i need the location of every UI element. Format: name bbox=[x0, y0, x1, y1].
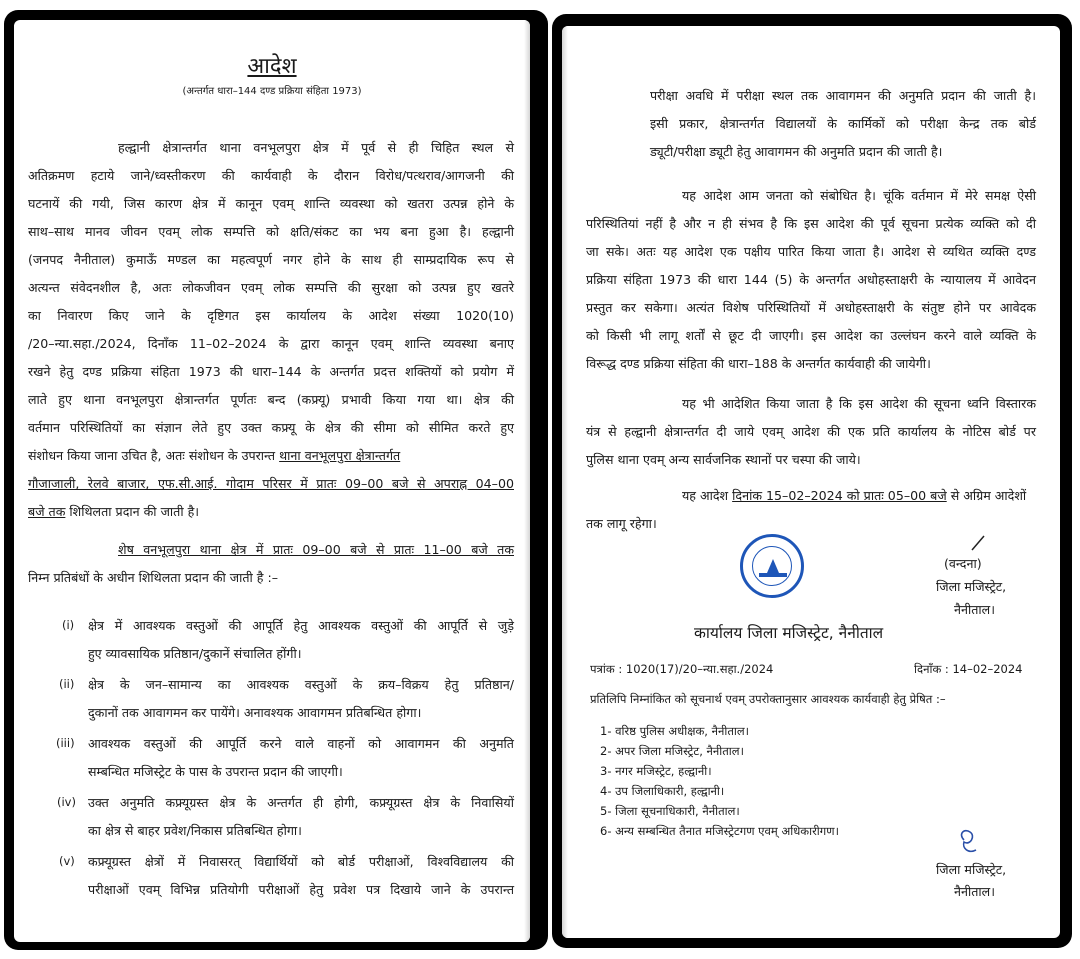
effective-date-underlined: दिनांक 15–02–2024 को प्रातः 05–00 बजे bbox=[732, 488, 947, 503]
copy-list-item: 3- नगर मजिस्ट्रेट, हल्द्वानी। bbox=[600, 764, 712, 778]
item-line: सम्बन्धित मजिस्ट्रेट के पास के उपरान्त प्रदान की जाएगी। bbox=[88, 764, 343, 779]
page-fold-shadow bbox=[524, 20, 530, 942]
signatory-place: नैनीताल। bbox=[954, 602, 995, 617]
para1-text: शिथिलता प्रदान की जाती है। bbox=[69, 504, 200, 519]
footer-signatory-title: जिला मजिस्ट्रेट, bbox=[936, 862, 1007, 877]
page-fold-shadow bbox=[562, 26, 568, 938]
item-line: का क्षेत्र से बाहर प्रवेश/निकास प्रतिबन्धित होगा। bbox=[88, 823, 302, 838]
seal-emblem bbox=[767, 559, 779, 573]
item-number: (v) bbox=[59, 854, 75, 868]
para1-text: संशोधन किया जाना उचित है, अतः संशोधन के उपरान्त bbox=[28, 448, 276, 463]
para1-line bbox=[28, 448, 400, 463]
para-b-line: परिस्थितियां नहीं है और न ही संभव है कि इस आदेश की पूर्व सूचना प्रत्येक व्यक्ति को दी bbox=[586, 216, 1036, 231]
para2-line: निम्न प्रतिबंधों के अधीन शिथिलता प्रदान की जाती है :– bbox=[28, 570, 279, 585]
para-a-line: परीक्षा अवधि में परीक्षा स्थल तक आवागमन की अनुमति प्रदान की जाती है। bbox=[650, 88, 1036, 103]
para-a-line: इसी प्रकार, क्षेत्रान्तर्गत विद्यालयों के कार्मिकों को परीक्षा केन्द्र तक बोर्ड bbox=[650, 116, 1036, 131]
para1-line: /20–न्या.सहा./2024, दिनाँक 11–02–2024 के द्वारा कानून एवम् शान्ति व्यवस्था बनाए bbox=[28, 336, 514, 351]
para-b-line: प्रक्रिया संहिता 1973 की धारा 144 (5) के अन्तर्गत अधोहस्ताक्षरी के न्यायालय में आवेदन bbox=[586, 272, 1036, 287]
right-page-frame bbox=[552, 14, 1072, 948]
relaxed-time-underlined: बजे तक bbox=[28, 504, 66, 519]
para1-line: अत्यन्त संवेदनशील है, अतः लोकजीवन एवम् लोक सम्पत्ति की सुरक्षा को उत्पन्न हुए खतरे bbox=[28, 280, 514, 295]
para1-line: हल्द्वानी क्षेत्रान्तर्गत थाना वनभूलपुरा क्षेत्र में पूर्व से ही चिहित स्थल से bbox=[118, 140, 514, 155]
para-b-line: जा सके। अतः यह आदेश एक पक्षीय पारित किया जाता है। आदेश से व्यथित व्यक्ति दण्ड bbox=[586, 244, 1036, 259]
para-b-line: विरूद्ध दण्ड प्रक्रिया संहिता की धारा–188 के अन्तर्गत कार्यवाही की जायेगी। bbox=[586, 356, 931, 371]
para-d-line: तक लागू रहेगा। bbox=[586, 516, 657, 531]
right-document-page bbox=[562, 26, 1060, 938]
para-a-line: ड्यूटी/परीक्षा ड्यूटी हेतु आवागमन की अनुमति प्रदान की जाती है। bbox=[650, 144, 943, 159]
item-line: उक्त अनुमति कफ्र्यूग्रस्त क्षेत्र के अन्तर्गत ही होगी, कफ्र्यूग्रस्त क्षेत्र के निवासियों bbox=[88, 795, 514, 810]
para-d-line bbox=[682, 488, 1026, 503]
item-number: (iii) bbox=[56, 736, 75, 750]
signature-mark bbox=[968, 534, 988, 552]
item-line: कफ्र्यूग्रस्त क्षेत्रों में निवासरत् विद्यार्थियों को बोर्ड परीक्षाओं, विश्वविद्यालय की bbox=[88, 854, 514, 869]
letter-date: दिनाँक : 14–02–2024 bbox=[914, 662, 1023, 676]
relaxed-area-underlined: थाना वनभूलपुरा क्षेत्रान्तर्गत bbox=[279, 448, 401, 463]
para-c-line: पुलिस थाना एवम् अन्य सार्वजनिक स्थानों पर चस्पा की जाये। bbox=[586, 452, 861, 467]
seal-emblem-base bbox=[759, 573, 787, 577]
item-line: हुए व्यावसायिक प्रतिष्ठान/दुकानें संचालित होंगी। bbox=[88, 646, 302, 661]
letter-number: पत्रांक : 1020(17)/20–न्या.सहा./2024 bbox=[590, 662, 774, 676]
office-heading: कार्यालय जिला मजिस्ट्रेट, नैनीताल bbox=[694, 624, 884, 642]
copy-list-item: 5- जिला सूचनाधिकारी, नैनीताल। bbox=[600, 804, 740, 818]
left-document-page bbox=[14, 20, 530, 942]
para2-underlined: शेष वनभूलपुरा थाना क्षेत्र में प्रातः 09–00 बजे से प्रातः 11–00 बजे तक bbox=[118, 542, 514, 557]
left-page-frame bbox=[4, 10, 548, 950]
para-c-line: यह भी आदेशित किया जाता है कि इस आदेश की सूचना ध्वनि विस्तारक bbox=[682, 396, 1036, 411]
para1-line: वर्तमान परिस्थितियों का संज्ञान लेते हुए उक्त कफ्र्यू के क्षेत्र की सीमा को सीमित करते हुए bbox=[28, 420, 514, 435]
signature-mark bbox=[952, 826, 986, 858]
item-line: दुकानों तक आवागमन कर पायेंगे। अनावश्यक आवागमन प्रतिबन्धित होगा। bbox=[88, 705, 422, 720]
para1-line: (जनपद नैनीताल) कुमाऊँ मण्डल का महत्वपूर्ण नगर होने के साथ ही साम्प्रदायिक रूप से bbox=[28, 252, 514, 267]
seal-inner-ring bbox=[752, 546, 792, 586]
para1-line bbox=[28, 504, 199, 519]
item-line: परीक्षाओं एवम् विभिन्न प्रतियोगी परीक्षाओं हेतु प्रवेश पत्र दिखाये जाने के उपरान्त bbox=[88, 882, 514, 897]
copy-list-item: 4- उप जिलाधिकारी, हल्द्वानी। bbox=[600, 784, 725, 798]
district-magistrate-seal bbox=[740, 534, 804, 598]
para1-line: साथ–साथ मानव जीवन एवम् लोक सम्पत्ति को क्षति/संकट का भय बना हुआ है। हल्द्वानी bbox=[28, 224, 514, 239]
order-subtitle: (अन्तर्गत धारा–144 दण्ड प्रक्रिया संहिता 1973) bbox=[182, 86, 362, 97]
item-line: आवश्यक वस्तुओं की आपूर्ति करने वाले वाहनों को आवागमन की अनुमति bbox=[88, 736, 514, 751]
signatory-name: (वन्दना) bbox=[944, 556, 982, 571]
para1-line: रखने हेतु दण्ड प्रक्रिया संहिता 1973 की धारा–144 के अन्तर्गत प्रदत्त शक्तियों को प्रयोग में bbox=[28, 364, 514, 379]
para-b-line: यह आदेश आम जनता को संबोधित है। चूंकि वर्तमान में मेरे समक्ष ऐसी bbox=[682, 188, 1036, 203]
copy-intro: प्रतिलिपि निम्नांकित को सूचनार्थ एवम् उपरोक्तानुसार आवश्यक कार्यवाही हेतु प्रेषित :– bbox=[590, 692, 946, 706]
item-number: (iv) bbox=[57, 795, 76, 809]
para-d-text: यह आदेश bbox=[682, 488, 729, 503]
relaxed-area-underlined: गौजाजाली, रेलवे बाजार, एफ.सी.आई. गोदाम परिसर में प्रातः 09–00 बजे से अपराह्न 04–00 bbox=[28, 476, 514, 491]
order-title: आदेश bbox=[247, 54, 297, 79]
para-b-line: प्रस्तुत कर सकेगा। अत्यंत विशेष परिस्थितियों में अधोहस्ताक्षरी के संतुष्ट होने पर आवेदक bbox=[586, 300, 1036, 315]
signatory-title: जिला मजिस्ट्रेट, bbox=[936, 579, 1007, 594]
para-c-line: यंत्र से हल्द्वानी क्षेत्रान्तर्गत दी जाये एवम् आदेश की एक प्रति कार्यालय के नोटिस बोर्ड पर bbox=[586, 424, 1036, 439]
item-line: क्षेत्र में आवश्यक वस्तुओं की आपूर्ति हेतु आवश्यक वस्तुओं की आपूर्ति से जुड़े bbox=[88, 618, 514, 633]
para1-line: लाते हुए थाना वनभूलपुरा क्षेत्रान्तर्गत पूर्णतः बन्द (कफ्र्यू) प्रभावी किया गया था। क्षेत्र की bbox=[28, 392, 514, 407]
copy-list-item: 1- वरिष्ठ पुलिस अधीक्षक, नैनीताल। bbox=[600, 724, 750, 738]
para1-line: का निवारण किए जाने के दृष्टिगत इस कार्यालय के आदेश संख्या 1020(10) bbox=[28, 308, 514, 323]
para-d-text: से अग्रिम आदेशों bbox=[950, 488, 1027, 503]
para1-line: घटनायें की गयी, जिस कारण क्षेत्र में कानून एवम् शान्ति व्यवस्था को खतरा उत्पन्न होने के bbox=[28, 196, 514, 211]
item-number: (ii) bbox=[59, 677, 75, 691]
para1-line: अतिक्रमण हटाये जाने/ध्वस्तीकरण की कार्यवाही के दौरान विरोध/पत्थराव/आगजनी की bbox=[28, 168, 514, 183]
copy-list-item: 2- अपर जिला मजिस्ट्रेट, नैनीताल। bbox=[600, 744, 744, 758]
copy-list-item: 6- अन्य सम्बन्धित तैनात मजिस्ट्रेटगण एवम् अधिकारीगण। bbox=[600, 824, 839, 838]
item-line: क्षेत्र के जन–सामान्य का आवश्यक वस्तुओं के क्रय–विक्रय हेतु प्रतिष्ठान/ bbox=[88, 677, 514, 692]
para-b-line: को किसी भी लागू शर्तों से छूट दी जाएगी। इस आदेश का उल्लंघन करने वाले व्यक्ति के bbox=[586, 328, 1036, 343]
footer-signatory-place: नैनीताल। bbox=[954, 884, 995, 899]
item-number: (i) bbox=[62, 618, 75, 632]
